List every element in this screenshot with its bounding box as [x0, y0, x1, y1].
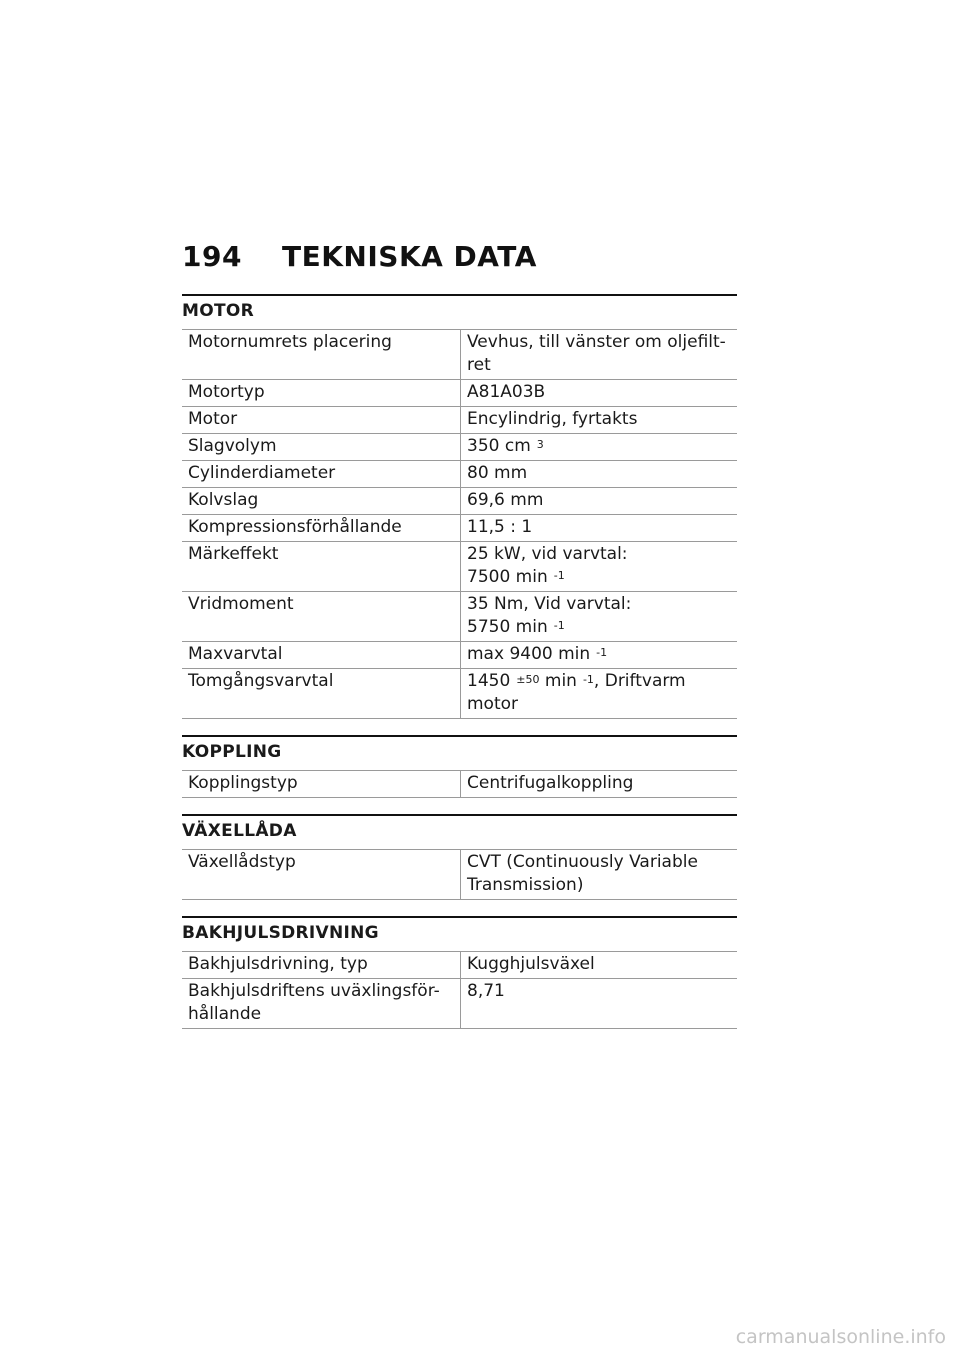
table-row	[182, 434, 737, 461]
spec-key: Växellådstyp	[182, 850, 461, 900]
table-row	[182, 979, 737, 1029]
spec-value: 80 mm	[461, 461, 738, 488]
spec-key: Maxvarvtal	[182, 642, 461, 669]
spec-key: Slagvolym	[182, 434, 461, 461]
page-title	[182, 240, 537, 273]
spec-key: Kompressionsförhållande	[182, 515, 461, 542]
page-number: 194	[182, 240, 242, 273]
table-row	[182, 542, 737, 592]
table-row	[182, 771, 737, 798]
table-row	[182, 515, 737, 542]
spec-value: 11,5 : 1	[461, 515, 738, 542]
spec-value: CVT (Continuously Variable Transmission)	[461, 850, 738, 900]
spec-table	[182, 951, 737, 1029]
spec-value: max 9400 min $^{-1}$	[461, 642, 738, 669]
table-row	[182, 952, 737, 979]
table-row	[182, 488, 737, 515]
table-row	[182, 407, 737, 434]
section-bakhjulsdrivning	[182, 916, 737, 1029]
table-row	[182, 461, 737, 488]
section-title: KOPPLING	[182, 735, 737, 770]
spec-value: 350 cm $^3$	[461, 434, 738, 461]
spec-value: 35 Nm, Vid varvtal: 5750 min $^{-1}$	[461, 592, 738, 642]
section-vaxellada	[182, 814, 737, 900]
spec-key: Kolvslag	[182, 488, 461, 515]
spec-value: 69,6 mm	[461, 488, 738, 515]
spec-value: Kugghjulsväxel	[461, 952, 738, 979]
spec-value: A81A03B	[461, 380, 738, 407]
table-row	[182, 592, 737, 642]
spec-key: Motortyp	[182, 380, 461, 407]
spec-table	[182, 329, 737, 719]
spec-content	[182, 294, 737, 1045]
spec-key: Bakhjulsdriftens uväxlingsför- hållande	[182, 979, 461, 1029]
spec-key: Cylinderdiameter	[182, 461, 461, 488]
table-row	[182, 850, 737, 900]
spec-table	[182, 849, 737, 900]
table-row	[182, 330, 737, 380]
table-row	[182, 669, 737, 719]
spec-key: Bakhjulsdrivning, typ	[182, 952, 461, 979]
spec-key: Kopplingstyp	[182, 771, 461, 798]
spec-value: 8,71	[461, 979, 738, 1029]
spec-value: Vevhus, till vänster om oljefilt- ret	[461, 330, 738, 380]
section-title: VÄXELLÅDA	[182, 814, 737, 849]
spec-value: 25 kW, vid varvtal: 7500 min $^{-1}$	[461, 542, 738, 592]
spec-key: Motornumrets placering	[182, 330, 461, 380]
spec-key: Märkeffekt	[182, 542, 461, 592]
spec-value: Centrifugalkoppling	[461, 771, 738, 798]
spec-table	[182, 770, 737, 798]
spec-value: 1450 $^{\pm 50}$ min $^{-1}$, Driftvarm motor	[461, 669, 738, 719]
spec-key: Tomgångsvarvtal	[182, 669, 461, 719]
section-title: MOTOR	[182, 294, 737, 329]
watermark: carmanualsonline.info	[735, 1326, 946, 1348]
section-motor	[182, 294, 737, 719]
chapter-title: TEKNISKA DATA	[282, 240, 537, 273]
section-title: BAKHJULSDRIVNING	[182, 916, 737, 951]
table-row	[182, 642, 737, 669]
table-row	[182, 380, 737, 407]
section-koppling	[182, 735, 737, 798]
spec-key: Vridmoment	[182, 592, 461, 642]
spec-value: Encylindrig, fyrtakts	[461, 407, 738, 434]
spec-key: Motor	[182, 407, 461, 434]
